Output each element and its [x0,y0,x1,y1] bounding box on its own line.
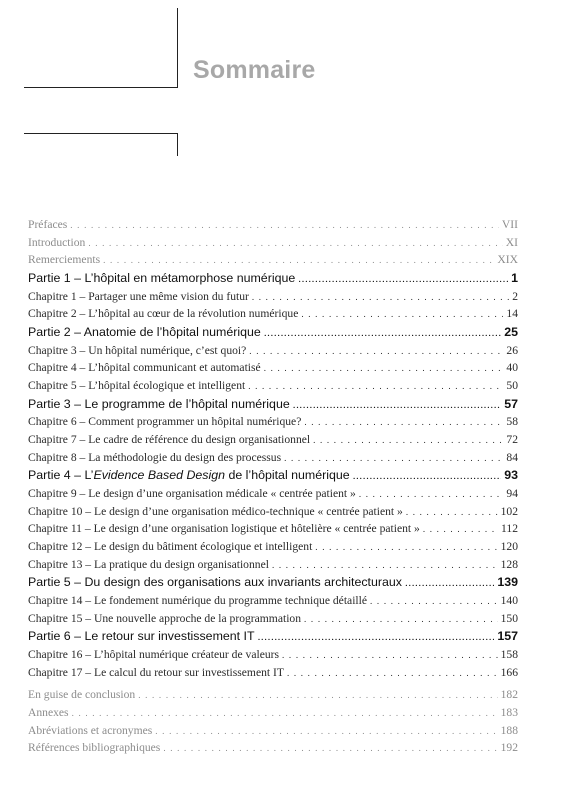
toc-entry-front[interactable] [28,216,518,234]
toc-chapter-page: 72 [506,432,518,446]
dot-leader [406,504,498,522]
toc-part-label: Partie 6 – Le retour sur investissement IT [28,629,255,644]
toc-chapter-page: 128 [500,557,518,571]
toc-chapter-label: Chapitre 9 – Le design d’une organisation médicale « centrée patient » [28,486,356,500]
toc-chapter-page: 58 [506,415,518,429]
toc-chapter-page: 2 [512,289,518,303]
toc-part-1[interactable] [28,269,518,288]
toc-entry-label: En guise de conclusion [28,688,136,702]
toc-chapter-label: Chapitre 14 – Le fondement numérique du programme technique détaillé [28,593,368,607]
toc-chapter-page: 26 [506,343,518,357]
dot-leader [359,486,504,504]
dot-leader [301,306,503,324]
toc-entry-page: 192 [500,741,518,755]
dot-leader [72,705,498,723]
dot-leader [70,217,499,235]
toc-part-4[interactable] [28,466,518,485]
toc-chapter-label: Chapitre 8 – La méthodologie du design des processus [28,450,282,464]
dot-leader [252,289,509,307]
toc-entry-front[interactable] [28,234,518,252]
toc-chapter-page: 102 [500,504,518,518]
dot-leader [304,611,498,629]
toc-part-label-italic: Evidence Based Design [93,468,226,483]
toc-part-6[interactable] [28,627,518,646]
dot-leader [304,414,503,432]
dot-leader [264,360,504,378]
toc-chapter-page: 84 [506,450,518,464]
toc-chapter-label: Chapitre 12 – Le design du bâtiment écologique et intelligent [28,540,313,553]
toc-chapter-label: Chapitre 5 – L’hôpital écologique et intelligent [28,379,246,392]
toc-chapter-page: 166 [500,665,518,679]
toc-part-2[interactable] [28,323,518,342]
toc-chapter-page: 150 [500,611,518,625]
toc-chapter-label: Chapitre 10 – Le design d’une organisation médico-technique « centrée patient » [28,504,403,518]
toc-chapter-label: Chapitre 16 – L’hôpital numérique créateur de valeurs [28,647,280,661]
toc-chapter-label: Chapitre 7 – Le cadre de référence du design organisationnel [28,432,311,446]
rule-horizontal-top [24,87,178,88]
toc-chapter-16[interactable] [28,646,518,664]
dot-leader [313,432,503,450]
dot-leader [272,557,498,575]
toc-entry-page: XIX [497,253,518,267]
dot-leader [88,235,502,253]
dot-leader [370,593,498,611]
toc-part-page: 157 [497,629,518,644]
dot-leader [293,396,501,415]
toc-chapter-10[interactable] [28,503,518,521]
toc-chapter-5[interactable] [28,377,518,395]
toc-part-label-suffix: de l’hôpital numérique [225,468,350,483]
toc-chapter-4[interactable] [28,359,518,377]
toc-entry-page: 182 [500,688,518,702]
toc-chapter-page: 40 [506,361,518,375]
toc-entry-page: 183 [500,706,518,719]
toc-chapter-8[interactable] [28,449,518,467]
toc-part-page: 139 [497,575,518,590]
toc-chapter-page: 50 [506,379,518,392]
toc-part-5[interactable] [28,573,518,592]
dot-leader [315,539,497,557]
dot-leader [258,628,495,647]
toc-part-page: 93 [504,468,518,483]
toc-chapter-11[interactable] [28,520,518,538]
toc-entry-label: Préfaces [28,218,68,231]
dot-leader [287,665,498,683]
toc-chapter-2[interactable] [28,305,518,323]
toc-entry-back[interactable] [28,704,518,722]
toc-part-label: Partie 5 – Du design des organisations aux invariants architecturaux [28,575,402,590]
toc-entry-page: VII [501,218,518,231]
toc-part-3[interactable] [28,395,518,414]
toc-entry-front[interactable] [28,251,518,269]
toc-chapter-label: Chapitre 1 – Partager une même vision du futur [28,289,249,303]
dot-leader [353,467,502,486]
toc-chapter-label: Chapitre 15 – Une nouvelle approche de la programmation [28,611,302,625]
toc-part-label-prefix: Partie 4 – L’ [28,468,94,483]
rule-vertical-top [177,8,178,87]
toc-chapter-label: Chapitre 2 – L’hôpital au cœur de la révolution numérique [28,307,299,321]
toc-part-label: Partie 3 – Le programme de l’hôpital numérique [28,396,290,411]
dot-leader [138,687,497,705]
dot-leader [249,343,503,361]
toc-part-label [28,466,350,485]
toc-entry-page: 188 [500,723,518,737]
dot-leader [298,270,508,289]
toc-chapter-label: Chapitre 17 – Le calcul du retour sur investissement IT [28,665,284,679]
toc-chapter-13[interactable] [28,556,518,574]
toc-chapter-label: Chapitre 6 – Comment programmer un hôpital numérique? [28,415,302,429]
toc-chapter-9[interactable] [28,485,518,503]
page-title: Sommaire [193,56,316,84]
toc-entry-back[interactable] [28,722,518,740]
dot-leader [284,450,503,468]
dot-leader [163,740,497,758]
toc-entry-label: Références bibliographiques [28,741,161,755]
toc-chapter-page: 112 [501,522,518,536]
toc-chapter-1[interactable] [28,288,518,306]
rule-horizontal-bottom [24,133,178,134]
toc-chapter-3[interactable] [28,342,518,360]
toc-part-label: Partie 1 – L’hôpital en métamorphose numérique [28,271,296,286]
dot-leader [282,647,498,665]
toc-chapter-6[interactable] [28,413,518,431]
table-of-contents [28,216,518,757]
toc-chapter-7[interactable] [28,431,518,449]
dot-leader [103,252,494,270]
toc-chapter-page: 94 [506,486,518,500]
toc-entry-back[interactable] [28,686,518,704]
toc-entry-label: Abréviations et acronymes [28,723,153,737]
dot-leader [264,324,501,343]
toc-part-page: 57 [504,396,518,411]
toc-chapter-14[interactable] [28,592,518,610]
toc-part-page: 1 [511,271,518,286]
toc-chapter-17[interactable] [28,664,518,682]
toc-chapter-page: 120 [500,540,518,553]
rule-vertical-bottom [177,133,178,156]
toc-chapter-page: 140 [500,593,518,607]
toc-entry-label: Remerciements [28,253,101,267]
toc-part-label: Partie 2 – Anatomie de l’hôpital numérique [28,325,261,340]
dot-leader [405,574,494,593]
toc-entry-page: XI [505,235,518,249]
toc-entry-back[interactable] [28,739,518,757]
toc-chapter-label: Chapitre 11 – Le design d’une organisation logistique et hôtelière « centrée patient » [28,522,420,536]
dot-leader [423,521,498,539]
toc-chapter-page: 14 [506,307,518,321]
toc-chapter-label: Chapitre 13 – La pratique du design organisationnel [28,557,269,571]
toc-chapter-label: Chapitre 3 – Un hôpital numérique, c’est quoi? [28,343,247,357]
dot-leader [155,723,497,741]
toc-chapter-label: Chapitre 4 – L’hôpital communicant et automatisé [28,361,261,375]
toc-entry-label: Introduction [28,235,86,249]
toc-entry-label: Annexes [28,706,69,719]
toc-chapter-15[interactable] [28,610,518,628]
dot-leader [248,378,503,396]
toc-part-page: 25 [504,325,518,340]
toc-chapter-12[interactable] [28,538,518,556]
toc-chapter-page: 158 [500,647,518,661]
